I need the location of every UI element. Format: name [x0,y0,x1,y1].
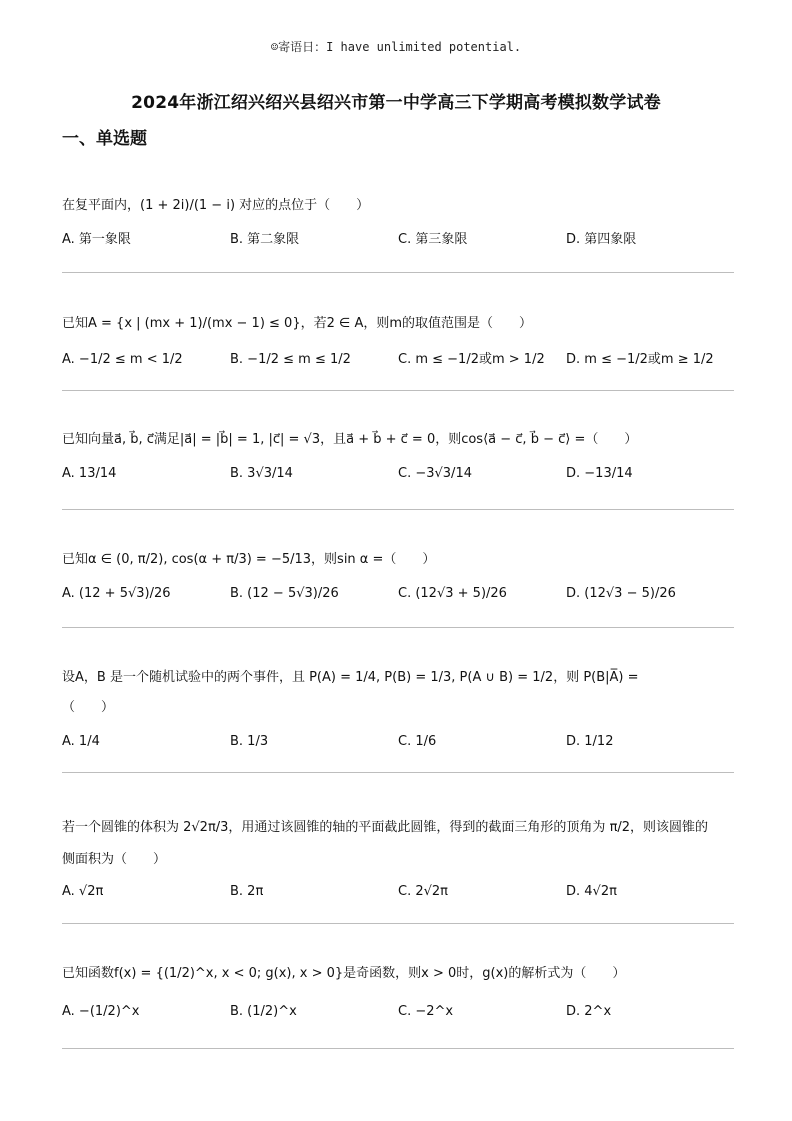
question-stem: 已知向量a⃗, b⃗, c⃗满足|a⃗| = |b⃗| = 1, |c⃗| = √3，且a⃗ + b⃗ + c⃗ = 0，则cos⟨a⃗ − c⃗, b⃗ − c⃗⟩ =（ ） [62,432,638,447]
option-c[interactable]: C. m ≤ −1/2或m > 1/2 [398,352,545,367]
divider [62,923,734,924]
exam-title: 2024年浙江绍兴绍兴县绍兴市第一中学高三下学期高考模拟数学试卷 [131,93,661,113]
option-c[interactable]: C. (12√3 + 5)/26 [398,586,507,601]
motto-line: ☺寄语日：I have unlimited potential. [270,40,522,54]
question-stem: 已知函数f(x) = {(1/2)^x, x < 0; g(x), x > 0}是奇函数，则x > 0时，g(x)的解析式为（ ） [62,966,626,981]
question-stem-continued: （ ） [62,700,115,715]
option-b[interactable]: B. 2π [230,884,264,899]
divider [62,272,734,273]
option-a[interactable]: A. √2π [62,884,104,899]
option-c[interactable]: C. −2^x [398,1004,454,1019]
option-a[interactable]: A. (12 + 5√3)/26 [62,586,171,601]
option-b[interactable]: B. −1/2 ≤ m ≤ 1/2 [230,352,351,367]
question-stem-continued: 侧面积为（ ） [62,852,167,867]
divider [62,1048,734,1049]
question-stem: 若一个圆锥的体积为 2√2π/3，用通过该圆锥的轴的平面截此圆锥，得到的截面三角形的顶角为 π/2，则该圆锥的 [62,820,709,835]
option-b[interactable]: B. 第二象限 [230,232,300,247]
option-b[interactable]: B. 3√3/14 [230,466,293,481]
divider [62,509,734,510]
option-a[interactable]: A. 第一象限 [62,232,131,247]
option-a[interactable]: A. −1/2 ≤ m < 1/2 [62,352,183,367]
option-c[interactable]: C. 第三象限 [398,232,468,247]
option-a[interactable]: A. 1/4 [62,734,100,749]
option-c[interactable]: C. 2√2π [398,884,448,899]
question-stem: 在复平面内，(1 + 2i)/(1 − i) 对应的点位于（ ） [62,198,370,213]
option-d[interactable]: D. m ≤ −1/2或m ≥ 1/2 [566,352,714,367]
option-b[interactable]: B. 1/3 [230,734,269,749]
option-d[interactable]: D. (12√3 − 5)/26 [566,586,676,601]
divider [62,390,734,391]
section-heading: 一、单选题 [62,129,147,149]
option-c[interactable]: C. −3√3/14 [398,466,472,481]
question-stem: 已知A = {x | (mx + 1)/(mx − 1) ≤ 0}，若2 ∈ A，则m的取值范围是（ ） [62,316,533,331]
question-stem: 设A，B 是一个随机试验中的两个事件，且 P(A) = 1/4, P(B) = 1/3, P(A ∪ B) = 1/2，则 P(B|A̅) = [62,670,639,685]
option-c[interactable]: C. 1/6 [398,734,437,749]
option-a[interactable]: A. −(1/2)^x [62,1004,140,1019]
question-stem: 已知α ∈ (0, π/2), cos(α + π/3) = −5/13，则sin α =（ ） [62,552,436,567]
option-b[interactable]: B. (12 − 5√3)/26 [230,586,339,601]
divider [62,627,734,628]
option-b[interactable]: B. (1/2)^x [230,1004,297,1019]
divider [62,772,734,773]
option-d[interactable]: D. 第四象限 [566,232,637,247]
option-d[interactable]: D. 2^x [566,1004,612,1019]
option-d[interactable]: D. −13/14 [566,466,633,481]
option-d[interactable]: D. 1/12 [566,734,614,749]
option-d[interactable]: D. 4√2π [566,884,617,899]
option-a[interactable]: A. 13/14 [62,466,117,481]
